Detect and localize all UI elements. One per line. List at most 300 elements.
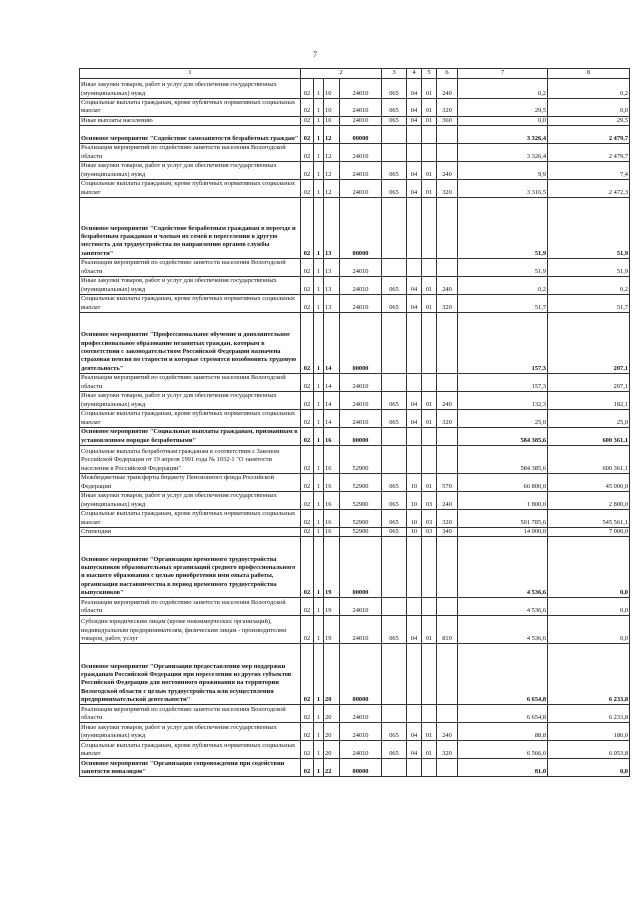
ministry-code-cell <box>382 705 407 723</box>
subsection-code-cell: 01 <box>422 391 437 409</box>
row-name-cell: Реализация мероприятий по содействию занятости населения Вологодской области <box>80 143 301 161</box>
program-code-part-4: 24010 <box>340 116 382 125</box>
program-code-part-4: 00000 <box>340 197 382 258</box>
table-row <box>80 294 630 312</box>
ministry-code-cell: 065 <box>382 276 407 294</box>
expense-type-cell: 360 <box>437 116 458 125</box>
program-code-part-2: 1 <box>314 179 324 197</box>
program-code-part-4: 24010 <box>340 705 382 723</box>
amount-year-2-cell: 29,5 <box>548 116 630 125</box>
ministry-code-cell <box>382 143 407 161</box>
table-row <box>80 491 630 509</box>
program-code-part-1: 02 <box>301 125 314 143</box>
program-code-part-3: 13 <box>324 258 340 276</box>
row-name-cell: Основное мероприятие "Содействие безработным гражданам в переезде и безработным гражданам и членам их семей в переселении в другую местность для трудоустройства по направлению органов службы занятости" <box>80 197 301 258</box>
subsection-code-cell: 01 <box>422 741 437 759</box>
ministry-code-cell: 065 <box>382 294 407 312</box>
program-code-part-3: 12 <box>324 125 340 143</box>
ministry-code-cell: 065 <box>382 79 407 99</box>
ministry-code-cell <box>382 373 407 391</box>
section-code-cell: 04 <box>407 616 422 644</box>
amount-year-2-cell: 6 233,8 <box>548 705 630 723</box>
ministry-code-cell: 065 <box>382 161 407 179</box>
program-code-part-4: 24010 <box>340 99 382 117</box>
section-code-cell <box>407 143 422 161</box>
program-code-part-2: 1 <box>314 197 324 258</box>
amount-year-1-cell: 4 536,6 <box>458 537 548 598</box>
program-code-part-3: 12 <box>324 179 340 197</box>
section-code-cell <box>407 125 422 143</box>
subsection-code-cell <box>422 373 437 391</box>
table-row <box>80 197 630 258</box>
expense-type-cell: 810 <box>437 616 458 644</box>
program-code-part-1: 02 <box>301 723 314 741</box>
expense-type-cell: 320 <box>437 294 458 312</box>
expense-type-cell: 320 <box>437 409 458 427</box>
ministry-code-cell: 065 <box>382 99 407 117</box>
table-row <box>80 161 630 179</box>
amount-year-2-cell: 0,2 <box>548 276 630 294</box>
amount-year-1-cell: 501 785,6 <box>458 509 548 527</box>
program-code-part-4: 52900 <box>340 445 382 473</box>
amount-year-2-cell: 6 233,8 <box>548 644 630 705</box>
program-code-part-3: 16 <box>324 473 340 491</box>
table-row <box>80 537 630 598</box>
section-code-cell: 04 <box>407 276 422 294</box>
table-row <box>80 79 630 99</box>
program-code-part-2: 1 <box>314 258 324 276</box>
row-name-cell: Основное мероприятие "Организация временного трудоустройства выпускников образовательных организаций среднего профессионального и высшего образования с целью приобретения ими опыта работы, организация наставничества в период временного трудоустройства выпускников" <box>80 537 301 598</box>
row-name-cell: Социальные выплаты гражданам, кроме публичных нормативных социальных выплат <box>80 179 301 197</box>
program-code-part-1: 02 <box>301 445 314 473</box>
ministry-code-cell <box>382 537 407 598</box>
amount-year-2-cell: 600 361,1 <box>548 445 630 473</box>
expense-type-cell: 320 <box>437 179 458 197</box>
program-code-part-4: 24010 <box>340 616 382 644</box>
program-code-part-3: 12 <box>324 143 340 161</box>
program-code-part-2: 1 <box>314 391 324 409</box>
ministry-code-cell: 065 <box>382 616 407 644</box>
program-code-part-1: 02 <box>301 527 314 536</box>
section-code-cell <box>407 705 422 723</box>
program-code-part-1: 02 <box>301 759 314 777</box>
amount-year-1-cell: 51,7 <box>458 294 548 312</box>
section-code-cell: 04 <box>407 99 422 117</box>
amount-year-2-cell: 0,2 <box>548 79 630 99</box>
amount-year-2-cell: 207,1 <box>548 373 630 391</box>
row-name-cell: Социальные выплаты гражданам, кроме публичных нормативных социальных выплат <box>80 509 301 527</box>
table-row <box>80 473 630 491</box>
amount-year-1-cell: 1 800,0 <box>458 491 548 509</box>
section-code-cell <box>407 312 422 373</box>
program-code-part-3: 12 <box>324 161 340 179</box>
program-code-part-1: 02 <box>301 491 314 509</box>
ministry-code-cell <box>382 445 407 473</box>
amount-year-2-cell: 2 472,3 <box>548 179 630 197</box>
ministry-code-cell <box>382 598 407 616</box>
program-code-part-2: 1 <box>314 99 324 117</box>
amount-year-2-cell: 0,0 <box>548 99 630 117</box>
subsection-code-cell: 03 <box>422 491 437 509</box>
subsection-code-cell <box>422 759 437 777</box>
program-code-part-2: 1 <box>314 509 324 527</box>
program-code-part-2: 1 <box>314 445 324 473</box>
amount-year-1-cell: 3 326,4 <box>458 125 548 143</box>
header-cell-ministry: 3 <box>382 69 407 79</box>
table-row <box>80 723 630 741</box>
section-code-cell: 10 <box>407 527 422 536</box>
table-row <box>80 373 630 391</box>
program-code-part-1: 02 <box>301 598 314 616</box>
row-name-cell: Социальные выплаты гражданам, кроме публичных нормативных социальных выплат <box>80 99 301 117</box>
expense-type-cell <box>437 373 458 391</box>
subsection-code-cell <box>422 312 437 373</box>
program-code-part-2: 1 <box>314 143 324 161</box>
expense-type-cell: 240 <box>437 276 458 294</box>
program-code-part-4: 24010 <box>340 161 382 179</box>
section-code-cell: 04 <box>407 409 422 427</box>
subsection-code-cell: 03 <box>422 527 437 536</box>
ministry-code-cell <box>382 644 407 705</box>
amount-year-2-cell: 182,1 <box>548 391 630 409</box>
section-code-cell <box>407 373 422 391</box>
amount-year-2-cell: 7 000,0 <box>548 527 630 536</box>
amount-year-1-cell: 29,5 <box>458 99 548 117</box>
row-name-cell: Основное мероприятие "Организация предоставления мер поддержки гражданам Российской Федерации при переселении из других субъектов Российской Федерации для постоянного проживания на территории Вологодской области с целью трудоустройства или осуществления предпринимательской деятельности" <box>80 644 301 705</box>
table-row <box>80 179 630 197</box>
table-row <box>80 527 630 536</box>
table-row <box>80 427 630 445</box>
program-code-part-1: 02 <box>301 509 314 527</box>
amount-year-2-cell: 2 479,7 <box>548 125 630 143</box>
amount-year-2-cell: 545 561,1 <box>548 509 630 527</box>
program-code-part-4: 00000 <box>340 537 382 598</box>
section-code-cell <box>407 759 422 777</box>
section-code-cell <box>407 598 422 616</box>
program-code-part-4: 24010 <box>340 79 382 99</box>
program-code-part-3: 22 <box>324 759 340 777</box>
program-code-part-4: 24010 <box>340 598 382 616</box>
amount-year-1-cell: 51,9 <box>458 197 548 258</box>
subsection-code-cell: 01 <box>422 99 437 117</box>
amount-year-2-cell: 45 000,0 <box>548 473 630 491</box>
subsection-code-cell: 01 <box>422 79 437 99</box>
ministry-code-cell: 065 <box>382 741 407 759</box>
section-code-cell: 10 <box>407 509 422 527</box>
program-code-part-3: 20 <box>324 705 340 723</box>
section-code-cell: 04 <box>407 116 422 125</box>
program-code-part-2: 1 <box>314 491 324 509</box>
table-row <box>80 598 630 616</box>
program-code-part-4: 24010 <box>340 723 382 741</box>
amount-year-1-cell: 584 385,6 <box>458 427 548 445</box>
expense-type-cell <box>437 759 458 777</box>
program-code-part-1: 02 <box>301 294 314 312</box>
program-code-part-4: 24010 <box>340 409 382 427</box>
amount-year-1-cell: 6 566,0 <box>458 741 548 759</box>
subsection-code-cell: 01 <box>422 294 437 312</box>
ministry-code-cell: 065 <box>382 527 407 536</box>
program-code-part-4: 24010 <box>340 391 382 409</box>
program-code-part-1: 02 <box>301 644 314 705</box>
program-code-part-2: 1 <box>314 527 324 536</box>
amount-year-1-cell: 81,0 <box>458 759 548 777</box>
program-code-part-3: 19 <box>324 598 340 616</box>
program-code-part-4: 24010 <box>340 373 382 391</box>
amount-year-1-cell: 88,8 <box>458 723 548 741</box>
program-code-part-4: 52900 <box>340 509 382 527</box>
program-code-part-1: 02 <box>301 143 314 161</box>
program-code-part-1: 02 <box>301 99 314 117</box>
amount-year-2-cell: 180,0 <box>548 723 630 741</box>
subsection-code-cell: 01 <box>422 473 437 491</box>
program-code-part-1: 02 <box>301 741 314 759</box>
amount-year-1-cell: 132,3 <box>458 391 548 409</box>
table-row <box>80 312 630 373</box>
program-code-part-2: 1 <box>314 276 324 294</box>
section-code-cell: 04 <box>407 391 422 409</box>
subsection-code-cell <box>422 445 437 473</box>
program-code-part-2: 1 <box>314 125 324 143</box>
ministry-code-cell: 065 <box>382 391 407 409</box>
header-cell-expense-type: 6 <box>437 69 458 79</box>
table-row <box>80 741 630 759</box>
program-code-part-4: 24010 <box>340 276 382 294</box>
program-code-part-3: 13 <box>324 276 340 294</box>
amount-year-2-cell: 0,0 <box>548 616 630 644</box>
expense-type-cell: 240 <box>437 161 458 179</box>
ministry-code-cell: 065 <box>382 409 407 427</box>
amount-year-2-cell: 7,4 <box>548 161 630 179</box>
program-code-part-2: 1 <box>314 644 324 705</box>
row-name-cell: Иные закупки товаров, работ и услуг для обеспечения государственных (муниципальных) нужд <box>80 723 301 741</box>
expense-type-cell: 340 <box>437 527 458 536</box>
subsection-code-cell: 01 <box>422 116 437 125</box>
header-row <box>80 69 630 79</box>
table-row <box>80 258 630 276</box>
program-code-part-4: 24010 <box>340 143 382 161</box>
row-name-cell: Иные закупки товаров, работ и услуг для обеспечения государственных (муниципальных) нужд <box>80 491 301 509</box>
amount-year-1-cell: 14 000,0 <box>458 527 548 536</box>
subsection-code-cell <box>422 705 437 723</box>
program-code-part-4: 00000 <box>340 644 382 705</box>
header-cell-program-code: 2 <box>301 69 382 79</box>
budget-table <box>79 68 630 777</box>
program-code-part-1: 02 <box>301 179 314 197</box>
expense-type-cell: 240 <box>437 79 458 99</box>
row-name-cell: Социальные выплаты гражданам, кроме публичных нормативных социальных выплат <box>80 741 301 759</box>
expense-type-cell: 570 <box>437 473 458 491</box>
section-code-cell: 04 <box>407 741 422 759</box>
program-code-part-3: 19 <box>324 616 340 644</box>
amount-year-1-cell: 0,2 <box>458 79 548 99</box>
program-code-part-2: 1 <box>314 616 324 644</box>
section-code-cell: 04 <box>407 723 422 741</box>
row-name-cell: Иные закупки товаров, работ и услуг для обеспечения государственных (муниципальных) нужд <box>80 79 301 99</box>
expense-type-cell <box>437 312 458 373</box>
page-number: 7 <box>313 50 317 59</box>
row-name-cell: Основное мероприятие "Профессиональное обучение и дополнительное профессиональное образование незанятых граждан, которым в соответствии с законодательством Российской Федерации назначена страховая пенсия по старости и которые стремятся возобновить трудовую деятельность" <box>80 312 301 373</box>
program-code-part-4: 00000 <box>340 427 382 445</box>
amount-year-1-cell: 6 654,8 <box>458 705 548 723</box>
program-code-part-1: 02 <box>301 473 314 491</box>
section-code-cell <box>407 197 422 258</box>
program-code-part-1: 02 <box>301 616 314 644</box>
program-code-part-3: 16 <box>324 527 340 536</box>
program-code-part-2: 1 <box>314 537 324 598</box>
program-code-part-3: 14 <box>324 409 340 427</box>
ministry-code-cell <box>382 197 407 258</box>
program-code-part-3: 20 <box>324 741 340 759</box>
program-code-part-3: 14 <box>324 312 340 373</box>
expense-type-cell <box>437 427 458 445</box>
program-code-part-3: 10 <box>324 99 340 117</box>
subsection-code-cell <box>422 143 437 161</box>
table-row <box>80 143 630 161</box>
ministry-code-cell <box>382 427 407 445</box>
program-code-part-1: 02 <box>301 391 314 409</box>
program-code-part-3: 13 <box>324 197 340 258</box>
program-code-part-4: 52900 <box>340 473 382 491</box>
program-code-part-1: 02 <box>301 258 314 276</box>
expense-type-cell: 320 <box>437 99 458 117</box>
amount-year-1-cell: 9,9 <box>458 161 548 179</box>
amount-year-1-cell: 4 536,6 <box>458 598 548 616</box>
expense-type-cell: 240 <box>437 491 458 509</box>
table-row <box>80 644 630 705</box>
subsection-code-cell <box>422 197 437 258</box>
row-name-cell: Иные выплаты населению <box>80 116 301 125</box>
table-row <box>80 445 630 473</box>
table-row <box>80 759 630 777</box>
header-cell-subsection: 5 <box>422 69 437 79</box>
table-row <box>80 705 630 723</box>
row-name-cell: Субсидии юридическим лицам (кроме некоммерческих организаций), индивидуальным предпринимателям, физическим лицам - производителям товаров, работ, услуг <box>80 616 301 644</box>
table-row <box>80 391 630 409</box>
amount-year-2-cell: 0,0 <box>548 598 630 616</box>
program-code-part-4: 24010 <box>340 741 382 759</box>
program-code-part-4: 00000 <box>340 125 382 143</box>
program-code-part-1: 02 <box>301 79 314 99</box>
amount-year-1-cell: 157,3 <box>458 312 548 373</box>
expense-type-cell <box>437 143 458 161</box>
amount-year-2-cell: 600 361,1 <box>548 427 630 445</box>
table-row <box>80 99 630 117</box>
program-code-part-3: 10 <box>324 79 340 99</box>
header-cell-year-1: 7 <box>458 69 548 79</box>
row-name-cell: Иные закупки товаров, работ и услуг для обеспечения государственных (муниципальных) нужд <box>80 161 301 179</box>
expense-type-cell <box>437 197 458 258</box>
amount-year-2-cell: 2 800,0 <box>548 491 630 509</box>
header-cell-section: 4 <box>407 69 422 79</box>
subsection-code-cell: 01 <box>422 276 437 294</box>
subsection-code-cell: 01 <box>422 723 437 741</box>
section-code-cell <box>407 537 422 598</box>
program-code-part-3: 13 <box>324 294 340 312</box>
expense-type-cell: 240 <box>437 723 458 741</box>
expense-type-cell: 320 <box>437 741 458 759</box>
section-code-cell: 10 <box>407 473 422 491</box>
section-code-cell: 04 <box>407 79 422 99</box>
expense-type-cell <box>437 445 458 473</box>
amount-year-1-cell: 157,3 <box>458 373 548 391</box>
program-code-part-4: 00000 <box>340 759 382 777</box>
subsection-code-cell <box>422 258 437 276</box>
header-cell-year-2: 8 <box>548 69 630 79</box>
subsection-code-cell: 01 <box>422 179 437 197</box>
subsection-code-cell: 01 <box>422 161 437 179</box>
program-code-part-2: 1 <box>314 312 324 373</box>
program-code-part-4: 24010 <box>340 258 382 276</box>
amount-year-2-cell: 207,1 <box>548 312 630 373</box>
subsection-code-cell: 01 <box>422 409 437 427</box>
ministry-code-cell: 065 <box>382 179 407 197</box>
amount-year-1-cell: 3 326,4 <box>458 143 548 161</box>
amount-year-2-cell: 51,9 <box>548 197 630 258</box>
ministry-code-cell: 065 <box>382 473 407 491</box>
expense-type-cell <box>437 705 458 723</box>
subsection-code-cell <box>422 125 437 143</box>
row-name-cell: Основное мероприятие "Содействие самозанятости безработных граждан" <box>80 125 301 143</box>
expense-type-cell <box>437 644 458 705</box>
row-name-cell: Реализация мероприятий по содействию занятости населения Вологодской области <box>80 258 301 276</box>
ministry-code-cell: 065 <box>382 509 407 527</box>
ministry-code-cell: 065 <box>382 116 407 125</box>
ministry-code-cell: 065 <box>382 491 407 509</box>
amount-year-1-cell: 6 654,8 <box>458 644 548 705</box>
section-code-cell <box>407 258 422 276</box>
ministry-code-cell <box>382 258 407 276</box>
row-name-cell: Основное мероприятие "Организация сопровождения при содействии занятости инвалидов" <box>80 759 301 777</box>
program-code-part-1: 02 <box>301 116 314 125</box>
table-body <box>80 79 630 777</box>
program-code-part-2: 1 <box>314 116 324 125</box>
program-code-part-2: 1 <box>314 759 324 777</box>
subsection-code-cell <box>422 537 437 598</box>
amount-year-1-cell: 25,0 <box>458 409 548 427</box>
amount-year-2-cell: 0,0 <box>548 537 630 598</box>
subsection-code-cell: 01 <box>422 616 437 644</box>
program-code-part-2: 1 <box>314 294 324 312</box>
amount-year-2-cell: 6 053,8 <box>548 741 630 759</box>
row-name-cell: Реализация мероприятий по содействию занятости населения Вологодской области <box>80 373 301 391</box>
table-row <box>80 509 630 527</box>
amount-year-1-cell: 3 316,5 <box>458 179 548 197</box>
program-code-part-4: 24010 <box>340 294 382 312</box>
expense-type-cell <box>437 598 458 616</box>
table-row <box>80 276 630 294</box>
program-code-part-3: 20 <box>324 723 340 741</box>
program-code-part-1: 02 <box>301 197 314 258</box>
program-code-part-2: 1 <box>314 427 324 445</box>
program-code-part-1: 02 <box>301 427 314 445</box>
program-code-part-1: 02 <box>301 705 314 723</box>
table-row <box>80 125 630 143</box>
row-name-cell: Социальные выплаты безработным гражданам в соответствии с Законом Российской Федерации от 19 апреля 1991 года № 1032-1 "О занятости населения в Российской Федерации" <box>80 445 301 473</box>
program-code-part-1: 02 <box>301 276 314 294</box>
program-code-part-2: 1 <box>314 723 324 741</box>
program-code-part-2: 1 <box>314 79 324 99</box>
program-code-part-1: 02 <box>301 537 314 598</box>
program-code-part-3: 14 <box>324 373 340 391</box>
header-cell-name: 1 <box>80 69 301 79</box>
section-code-cell <box>407 445 422 473</box>
table-row <box>80 616 630 644</box>
subsection-code-cell <box>422 598 437 616</box>
amount-year-2-cell: 2 479,7 <box>548 143 630 161</box>
row-name-cell: Социальные выплаты гражданам, кроме публичных нормативных социальных выплат <box>80 409 301 427</box>
program-code-part-3: 14 <box>324 391 340 409</box>
